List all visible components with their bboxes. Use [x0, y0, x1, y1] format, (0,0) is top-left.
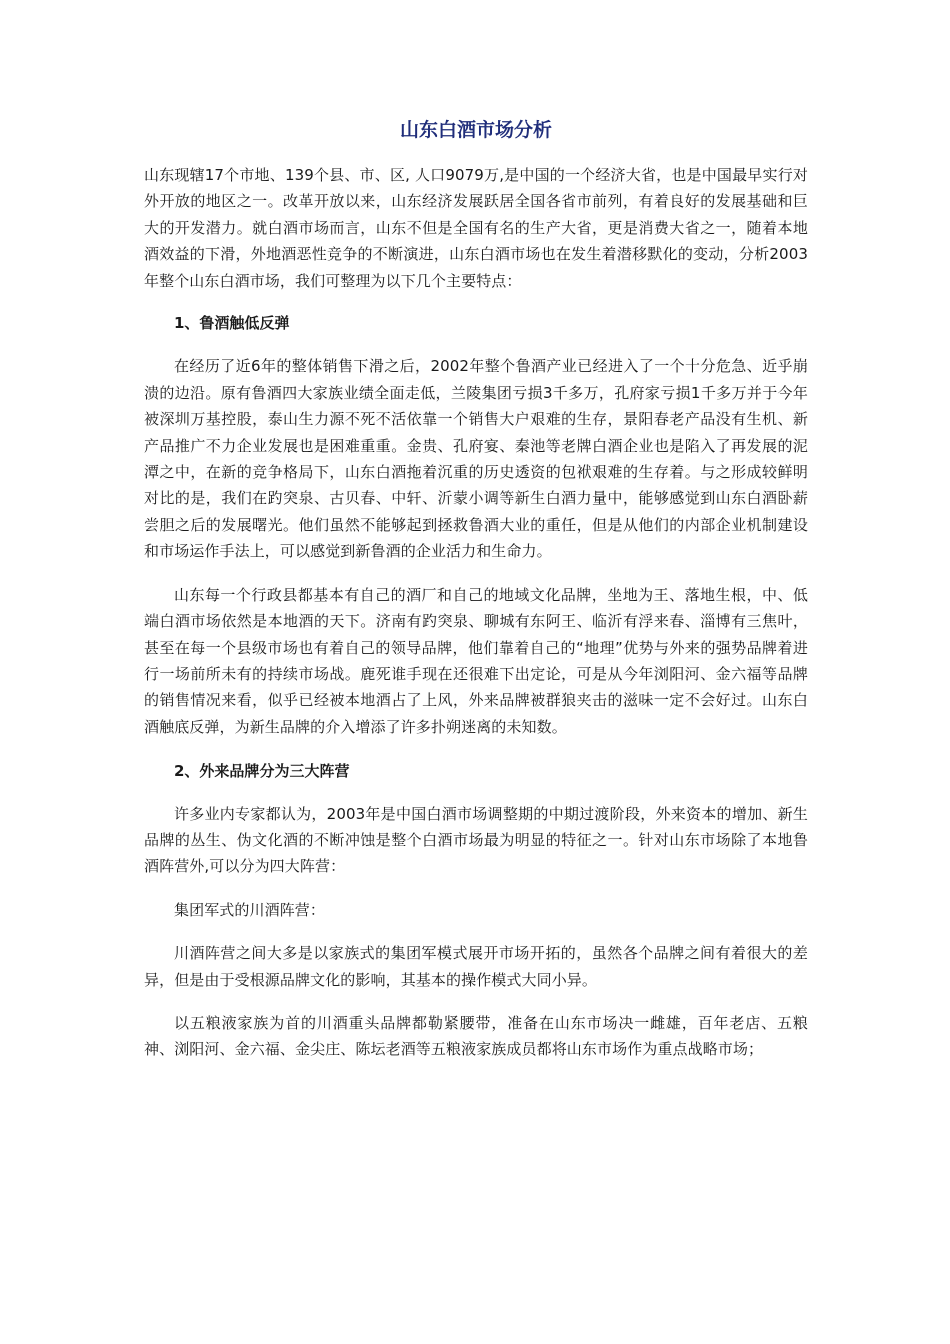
intro-paragraph: 山东现辖17个市地、139个县、市、区, 人口9079万,是中国的一个经济大省，也是中国最早实行对外开放的地区之一。改革开放以来，山东经济发展跃居全国各省市前列，有着良好的发展基础和巨大的开发潜力。就白酒市场而言，山东不但是全国有名的生产大省，更是消费大省之一，随着本地酒效益的下滑，外地酒恶性竞争的不断演进，山东白酒市场也在发生着潜移默化的变动，分析2003年整个山东白酒市场，我们可整理为以下几个主要特点： [144, 166, 808, 290]
section2-paragraph-1: 许多业内专家都认为，2003年是中国白酒市场调整期的中期过渡阶段，外来资本的增加、新生品牌的丛生、伪文化酒的不断冲蚀是整个白酒市场最为明显的特征之一。针对山东市场除了本地鲁酒阵营外,可以分为四大阵营： [144, 804, 808, 876]
section1-paragraph-2: 山东每一个行政县都基本有自己的酒厂和自己的地域文化品牌，坐地为王、落地生根，中、低端白酒市场依然是本地酒的天下。济南有趵突泉、聊城有东阿王、临沂有浮来春、淄博有三焦叶，甚至在每一个县级市场也有着自己的领导品牌，他们靠着自己的“地理”优势与外来的强势品牌着进行一场前所未有的持续市场战。鹿死谁手现在还很难下出定论，可是从今年浏阳河、金六福等品牌的销售情况来看，似乎已经被本地酒占了上风，外来品牌被群狼夹击的滋味一定不会好过。山东白酒触底反弹，为新生品牌的介入增添了许多扑朔迷离的未知数。 [144, 585, 808, 736]
section2-paragraph-4: 以五粮液家族为首的川酒重头品牌都勒紧腰带，准备在山东市场决一雌雄，百年老店、五粮神、浏阳河、金六福、金尖庄、陈坛老酒等五粮液家族成员都将山东市场作为重点战略市场； [144, 1013, 808, 1059]
section-heading-2: 2、外来品牌分为三大阵营 [174, 762, 350, 781]
document-title: 山东白酒市场分析 [399, 119, 552, 141]
section-heading-1: 1、鲁酒触低反弹 [174, 314, 290, 333]
section2-paragraph-3: 川酒阵营之间大多是以家族式的集团军模式展开市场开拓的，虽然各个品牌之间有着很大的差异，但是由于受根源品牌文化的影响，其基本的操作模式大同小异。 [144, 944, 808, 989]
section2-paragraph-2: 集团军式的川酒阵营： [174, 900, 326, 919]
document-page [144, 112, 808, 1063]
section1-paragraph-1: 在经历了近6年的整体销售下滑之后，2002年整个鲁酒产业已经进入了一个十分危急、近乎崩溃的边沿。原有鲁酒四大家族业绩全面走低，兰陵集团亏损3千多万，孔府家亏损1千多万并于今年被深圳万基控股，泰山生力源不死不活依靠一个销售大户艰难的生存，景阳春老产品没有生机、新产品推广不力企业发展也是困难重重。金贵、孔府宴、秦池等老牌白酒企业也是陷入了再发展的泥潭之中，在新的竞争格局下，山东白酒拖着沉重的历史透资的包袱艰难的生存着。与之形成较鲜明对比的是，我们在趵突泉、古贝春、中轩、沂蒙小调等新生白酒力量中，能够感觉到山东白酒卧薪尝胆之后的发展曙光。他们虽然不能够起到拯救鲁酒大业的重任，但是从他们的内部企业机制建设和市场运作手法上，可以感觉到新鲁酒的企业活力和生命力。 [144, 357, 808, 561]
